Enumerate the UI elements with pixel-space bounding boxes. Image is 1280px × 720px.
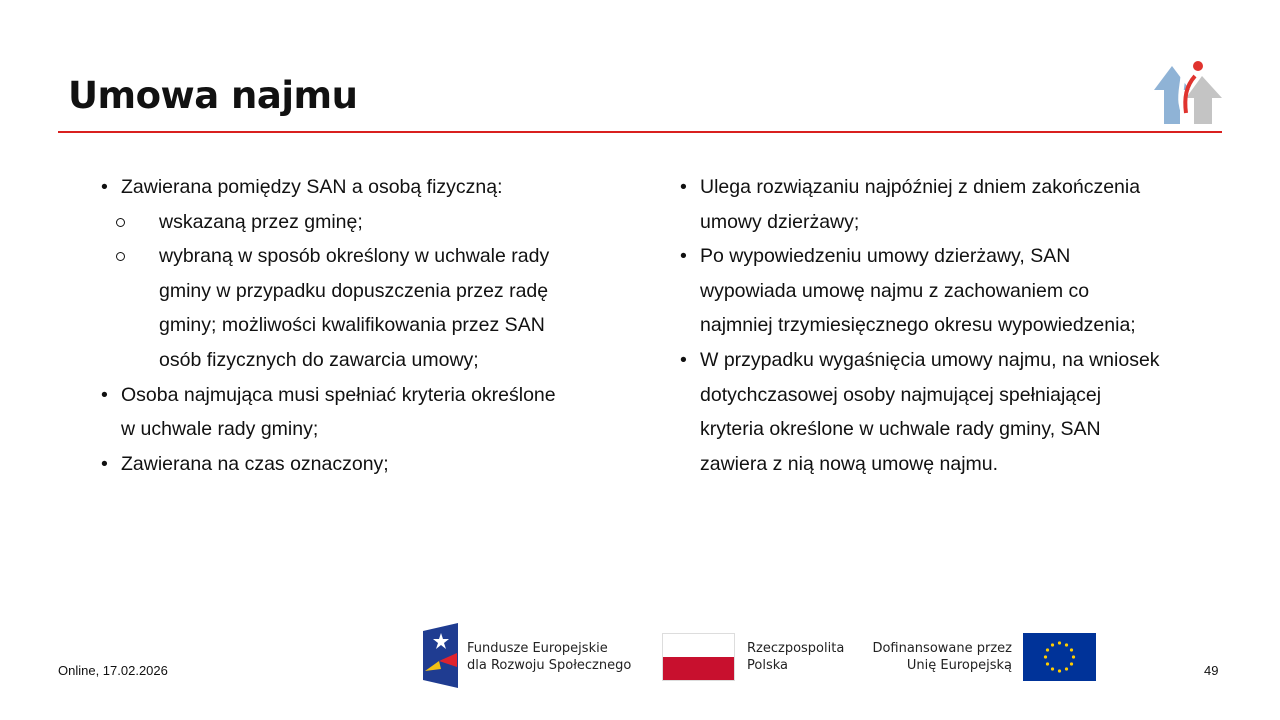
bullet: • W przypadku wygaśnięcia umowy najmu, na wniosek dotychczasowej osoby najmującej spełniającej kryteria określone w uchwale rady gminy, SAN zawiera z nią nową umowę najmu. xyxy=(680,343,1160,481)
fe-line1: Fundusze Europejskie xyxy=(467,641,608,656)
bullet: • Osoba najmująca musi spełniać kryteria określone w uchwale rady gminy; xyxy=(101,378,571,447)
sub-bullet: wskazaną przez gminę; xyxy=(101,205,571,240)
fe-logo-text xyxy=(467,640,631,674)
sub-bullet: wybraną w sposób określony w uchwale rady gminy w przypadku dopuszczenia przez radę gminy; możliwości kwalifikowania przez SAN osób fizycznych do zawarcia umowy; xyxy=(101,239,571,377)
eu-line1: Dofinansowane przez xyxy=(872,641,1012,656)
bullet: • Zawierana na czas oznaczony; xyxy=(101,447,571,482)
bullet xyxy=(101,170,571,378)
bullet: • Ulega rozwiązaniu najpóźniej z dniem zakończenia umowy dzierżawy; xyxy=(680,170,1160,239)
rp-line1: Rzeczpospolita xyxy=(747,641,845,656)
rp-logo-text xyxy=(747,640,844,674)
polish-flag-icon xyxy=(662,633,735,681)
eu-line2: Unię Europejską xyxy=(906,658,1012,673)
rp-line2: Polska xyxy=(747,658,788,673)
eu-flag-icon xyxy=(1023,633,1096,681)
bullet: • Po wypowiedzeniu umowy dzierżawy, SAN wypowiada umowę najmu z zachowaniem co najmniej trzymiesięcznego okresu wypowiedzenia; xyxy=(680,239,1160,343)
house-logo-icon xyxy=(1150,58,1226,128)
page-number: 49 xyxy=(1204,663,1219,678)
left-column xyxy=(101,170,571,481)
right-column xyxy=(680,170,1160,481)
page-title: Umowa najmu xyxy=(68,74,358,117)
bullet-text: Zawierana pomiędzy SAN a osobą fizyczną: xyxy=(121,176,503,198)
fe-line2: dla Rozwoju Społecznego xyxy=(467,658,632,673)
footer-date: Online, 17.02.2026 xyxy=(58,663,168,678)
title-divider xyxy=(58,131,1222,133)
fe-logo-icon xyxy=(423,623,458,688)
eu-logo-text xyxy=(860,640,1012,674)
